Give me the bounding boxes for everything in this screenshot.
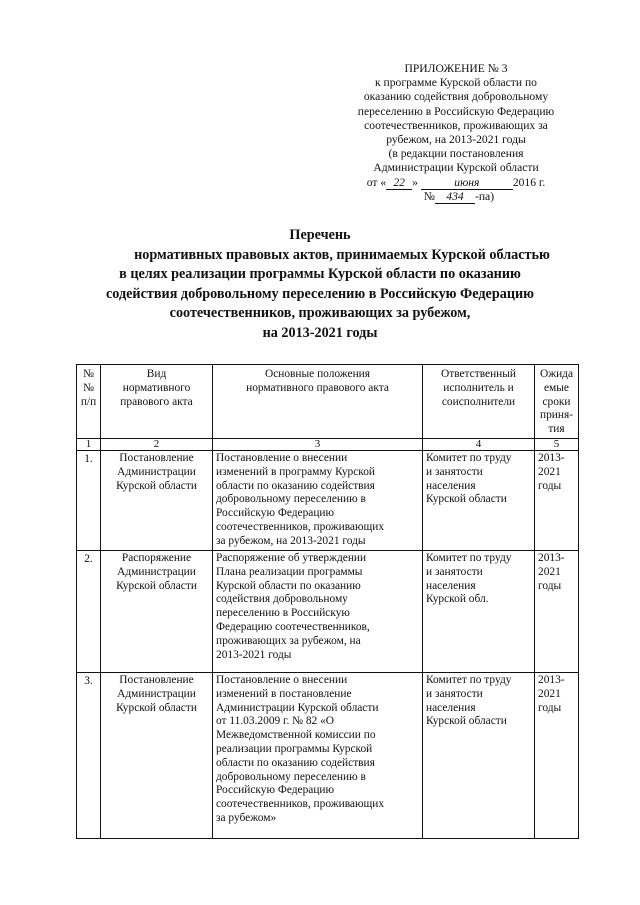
table-row bbox=[77, 550, 579, 672]
column-number-row bbox=[77, 438, 579, 450]
row-term: 2013- 2021 годы bbox=[535, 550, 579, 672]
date-mid: » bbox=[412, 175, 418, 189]
date-prefix: от « bbox=[366, 175, 387, 189]
number-value: 434 bbox=[435, 191, 475, 204]
row-term: 2013- 2021 годы bbox=[535, 450, 579, 550]
table-row bbox=[77, 672, 579, 838]
row-act-type: Постановление Администрации Курской области bbox=[101, 450, 213, 550]
appendix-number-line bbox=[346, 190, 572, 204]
header-number: № № п/п bbox=[77, 365, 101, 439]
title-line: на 2013-2021 годы bbox=[262, 324, 378, 341]
date-day: 22 bbox=[386, 177, 412, 190]
title-line: соотечественников, проживающих за рубежом, bbox=[169, 305, 471, 322]
row-term: 2013- 2021 годы bbox=[535, 672, 579, 838]
date-suffix: 2016 г. bbox=[512, 175, 546, 189]
number-prefix: № bbox=[423, 189, 435, 203]
row-number: 1. bbox=[77, 450, 101, 550]
appendix-line: (в редакции постановления bbox=[388, 147, 524, 161]
row-executor: Комитет по труду и занятости населения Курской обл. bbox=[423, 550, 535, 672]
appendix-line: соотечественников, проживающих за bbox=[364, 118, 548, 132]
column-number: 4 bbox=[423, 438, 535, 450]
header-term: Ожида емые сроки приня- тия bbox=[535, 365, 579, 439]
appendix-line: к программе Курской области по bbox=[375, 76, 537, 90]
appendix-line: Администрации Курской области bbox=[373, 161, 539, 175]
title-line: в целях реализации программы Курской области по оказанию bbox=[119, 266, 521, 283]
row-number: 3. bbox=[77, 672, 101, 838]
header-executor: Ответственный исполнитель и соисполнители bbox=[423, 365, 535, 439]
acts-table bbox=[76, 364, 579, 839]
table-header-row bbox=[77, 365, 579, 439]
row-provisions: Постановление о внесении изменений в постановление Администрации Курской области от 11.03.2009 г. № 82 «О Межведомственной комиссии по реализации программы Курской области по оказанию содействия добровольному переселению в Российскую Федерацию соотечественников, проживающих за рубежом» bbox=[213, 672, 423, 838]
row-provisions: Распоряжение об утверждении Плана реализации программы Курской области по оказанию содействия добровольному переселению в Российскую Федерацию соотечественников, проживающих за рубежом, на 2013-2021 годы bbox=[213, 550, 423, 672]
appendix-line: рубежом, на 2013-2021 годы bbox=[386, 133, 526, 147]
row-provisions: Постановление о внесении изменений в программу Курской области по оказанию содействия добровольному переселению в Российскую Федерацию соотечественников, проживающих за рубежом, на 2013-2021 годы bbox=[213, 450, 423, 550]
row-act-type: Распоряжение Администрации Курской области bbox=[101, 550, 213, 672]
column-number: 5 bbox=[535, 438, 579, 450]
column-number: 1 bbox=[77, 438, 101, 450]
row-executor: Комитет по труду и занятости населения Курской области bbox=[423, 672, 535, 838]
row-executor: Комитет по труду и занятости населения Курской области bbox=[423, 450, 535, 550]
date-month: июня bbox=[421, 177, 513, 190]
column-number: 3 bbox=[213, 438, 423, 450]
row-act-type: Постановление Администрации Курской области bbox=[101, 672, 213, 838]
table-row bbox=[77, 450, 579, 550]
appendix-line: переселению в Российскую Федерацию bbox=[357, 104, 555, 118]
title-line: Перечень bbox=[289, 227, 351, 243]
appendix-title: ПРИЛОЖЕНИЕ № 3 bbox=[404, 62, 508, 75]
title-line: содействия добровольному переселению в Российскую Федерацию bbox=[105, 285, 535, 302]
row-number: 2. bbox=[77, 550, 101, 672]
header-act-type: Вид нормативного правового акта bbox=[101, 365, 213, 439]
header-provisions: Основные положения нормативного правового акта bbox=[213, 365, 423, 439]
title-line: нормативных правовых актов, принимаемых Курской областью bbox=[134, 246, 550, 263]
column-number: 2 bbox=[101, 438, 213, 450]
appendix-date-line bbox=[340, 176, 572, 190]
appendix-line: оказанию содействия добровольному bbox=[363, 90, 549, 104]
number-suffix: -па) bbox=[474, 189, 495, 203]
document-title bbox=[60, 226, 580, 344]
appendix-block bbox=[340, 62, 572, 204]
